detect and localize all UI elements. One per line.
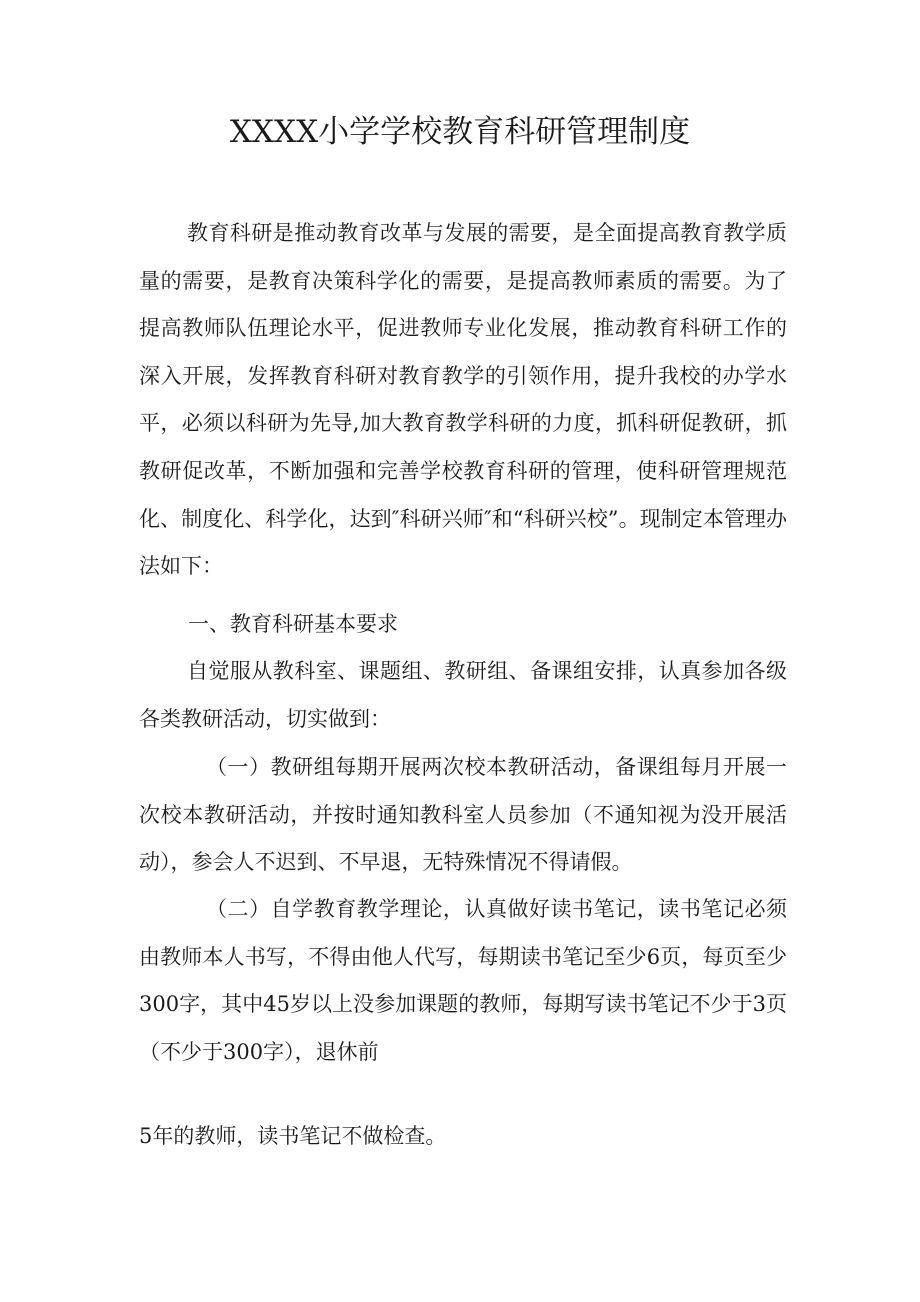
section-heading-basic-requirements: 一、教育科研基本要求: [188, 612, 398, 636]
section-intro-paragraph: 自觉服从教科室、课题组、教研组、备课组安排，认真参加各级各类教研活动，切实做到：: [139, 659, 787, 731]
requirement-item-2-continued: 5年的教师，读书笔记不做检查。: [139, 1124, 447, 1148]
document-title: XXXX小学学校教育科研管理制度: [229, 114, 691, 150]
requirement-item-1: （一）教研组每期开展两次校本教研活动，备课组每月开展一次校本教研活动，并按时通知教科室人员参加（不通知视为没开展活动），参会人不迟到、不早退，无特殊情况不得请假。: [139, 755, 787, 875]
intro-paragraph: 教育科研是推动教育改革与发展的需要，是全面提高教育教学质量的需要，是教育决策科学化的需要，是提高教师素质的需要。为了提高教师队伍理论水平，促进教师专业化发展，推动教育科研工作的深入开展，发挥教育科研对教育教学的引领作用，提升我校的办学水平，必须以科研为先导,加大教育教学科研的力度，抓科研促教研，抓教研促改革，不断加强和完善学校教育科研的管理，使科研管理规范化、制度化、科学化，达到″科研兴师″和“科研兴校”。现制定本管理办法如下：: [139, 221, 787, 579]
requirement-item-2: （二）自学教育教学理论，认真做好读书笔记，读书笔记必须由教师本人书写，不得由他人代写，每期读书笔记至少6页，每页至少300字，其中45岁以上没参加课题的教师，每期写读书笔记不少于3页（不少于300字），退休前: [139, 897, 787, 1064]
